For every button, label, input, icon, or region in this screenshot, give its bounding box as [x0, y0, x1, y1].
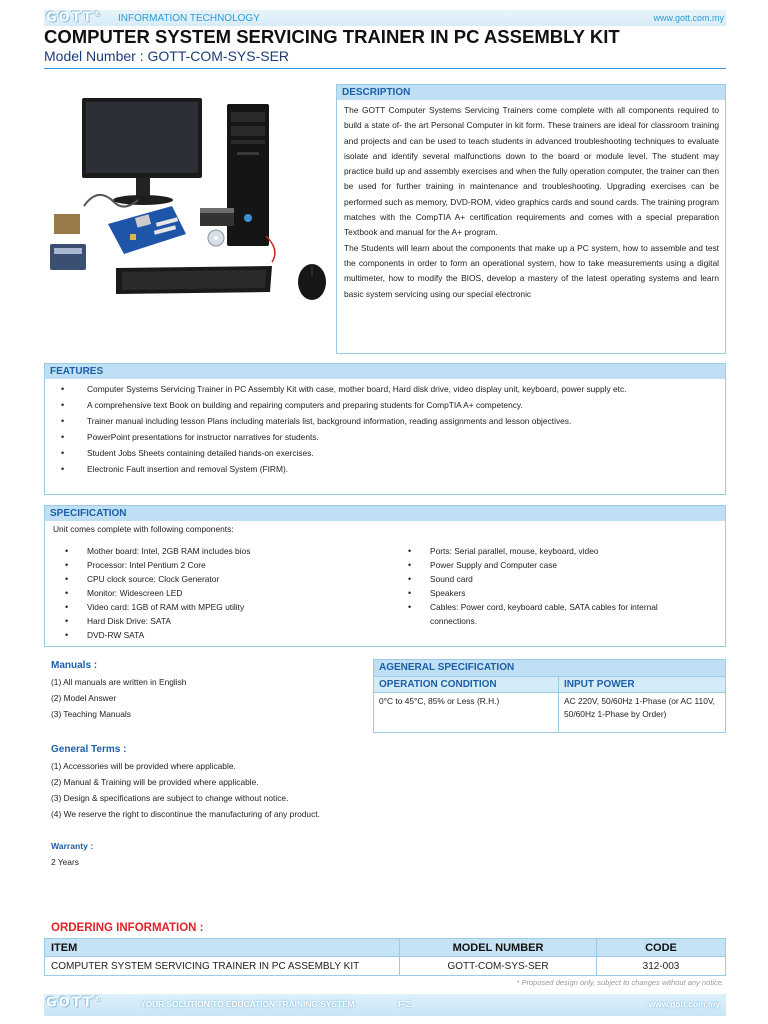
hard-disk-image: [50, 244, 86, 270]
features-heading: FEATURES: [45, 364, 725, 379]
model-number-cell: GOTT-COM-SYS-SER: [400, 957, 597, 976]
spec-item: • Sound card: [406, 572, 706, 586]
specification-intro: Unit comes complete with following components:: [53, 524, 234, 534]
input-power-header: INPUT POWER: [559, 676, 725, 692]
input-power-value: AC 220V, 50/60Hz 1-Phase (or AC 110V, 50/60Hz 1-Phase by Order): [559, 692, 725, 732]
product-photo: [44, 96, 334, 308]
manual-item: (3) Teaching Manuals: [51, 709, 131, 719]
ordering-table: [44, 938, 726, 976]
feature-item: • Trainer manual including lesson Plans including materials list, background information, reading assignments and lesson objectives.: [59, 415, 717, 427]
term-item: (3) Design & specifications are subject to change without notice.: [51, 793, 289, 803]
spec-item: • Monitor: Widescreen LED: [63, 586, 393, 600]
ordering-header-row: [45, 939, 726, 957]
feature-item: • Computer Systems Servicing Trainer in PC Assembly Kit with case, mother board, Hard disk drive, video display unit, keyboard, power supply etc.: [59, 383, 717, 395]
model-number-column-header: MODEL NUMBER: [400, 939, 597, 957]
motherboard-image: [108, 206, 186, 254]
description-body: [337, 100, 725, 302]
description-paragraph: The GOTT Computer Systems Servicing Trainers come complete with all components required to build a state of- the art Personal Computer in kit form. These trainers are ideal for classroom training and projects and can be used to teach students in advanced troubleshooting techniques to evaluate isolate and identify several malfunctions down to the board or module level. The student may practice build up and assembly exercises and when the fully operation computer, the trainer can then be used for further training in maintenance and troubleshooting. Upgrading exercises can be performed such as memory, DVD-ROM, video graphics cards and sound cards. The training program matches with the CompTIA A+ certification requirements and comes with a special preparation Textbook and manual for the A+ program.: [344, 105, 719, 238]
specification-section: [44, 505, 726, 647]
footer-tagline: YOUR SOLUTION TO EDUCATION TRAINING SYSTEM: [140, 999, 355, 1009]
operation-condition-value: 0°C to 45°C, 85% or Less (R.H.): [374, 692, 558, 732]
dvd-drive-image: [200, 208, 234, 226]
spec-list-left: [63, 544, 393, 642]
spec-item: • Mother board: Intel, 2GB RAM includes bios: [63, 544, 393, 558]
term-item: (2) Manual & Training will be provided where applicable.: [51, 777, 259, 787]
code-column-header: CODE: [597, 939, 726, 957]
manual-item: (2) Model Answer: [51, 693, 117, 703]
manuals-list: [51, 674, 186, 722]
feature-item: • Electronic Fault insertion and removal System (FIRM).: [59, 463, 717, 475]
spec-item: • Power Supply and Computer case: [406, 558, 706, 572]
spec-item: • Cables: Power cord, keyboard cable, SATA cables for internal connections.: [406, 600, 706, 628]
term-item: (4) We reserve the right to discontinue the manufacturing of any product.: [51, 809, 320, 819]
manuals-heading: Manuals :: [51, 660, 98, 671]
specification-heading: SPECIFICATION: [45, 506, 725, 521]
ordering-heading: ORDERING INFORMATION :: [51, 922, 204, 934]
spec-item: • Speakers: [406, 586, 706, 600]
monitor-image: [82, 98, 202, 205]
division-label: INFORMATION TECHNOLOGY: [118, 13, 260, 24]
feature-item: • A comprehensive text Book on building and repairing computers and preparing students for CompTIA A+ competency.: [59, 399, 717, 411]
general-terms-list: [51, 758, 320, 822]
model-number: Model Number : GOTT-COM-SYS-SER: [44, 48, 290, 64]
page-number: F-2: [398, 999, 411, 1009]
footer-gott-logo: GOTT®: [46, 995, 101, 1011]
table-row: [45, 957, 726, 976]
spec-item: • CPU clock source: Clock Generator: [63, 572, 393, 586]
feature-item: • PowerPoint presentations for instructor narratives for students.: [59, 431, 717, 443]
header-divider: [44, 68, 726, 69]
item-cell: COMPUTER SYSTEM SERVICING TRAINER IN PC ASSEMBLY KIT: [45, 957, 400, 976]
feature-item: • Student Jobs Sheets containing detailed hands-on exercises.: [59, 447, 717, 459]
footer-url[interactable]: www.gott.com.my: [648, 999, 720, 1009]
spec-item: • Video card: 1GB of RAM with MPEG utility: [63, 600, 393, 614]
spec-item: • Hard Disk Drive: SATA: [63, 614, 393, 628]
gott-logo: GOTT®: [46, 10, 101, 26]
operation-condition-header: OPERATION CONDITION: [374, 676, 558, 692]
term-item: (1) Accessories will be provided where applicable.: [51, 761, 236, 771]
spec-item: • DVD-RW SATA: [63, 628, 393, 642]
general-terms-heading: General Terms :: [51, 744, 127, 755]
power-supply-image: [54, 214, 80, 234]
description-section: [336, 84, 726, 354]
spec-item: • Processor: Intel Pentium 2 Core: [63, 558, 393, 572]
manual-item: (1) All manuals are written in English: [51, 677, 187, 687]
design-note: * Proposed design only, subject to changes without any notice.: [516, 978, 724, 987]
features-list: [45, 379, 725, 475]
spec-list-right: [406, 544, 706, 628]
description-paragraph: The Students will learn about the components that make up a PC system, how to assemble and test the components in order to form an operational system, how to take measurements using a digital multimeter, how to modify the BIOS, develop a mastery of the latest operating systems and learn basic system servicing using our special electronic: [344, 242, 719, 299]
warranty-heading: Warranty :: [51, 841, 94, 851]
page-title: COMPUTER SYSTEM SERVICING TRAINER IN PC ASSEMBLY KIT: [44, 26, 620, 47]
warranty-value: 2 Years: [51, 857, 79, 867]
header-url[interactable]: www.gott.com.my: [653, 13, 724, 23]
keyboard-image: [116, 266, 272, 294]
features-section: [44, 363, 726, 495]
spec-item: • Ports: Serial parallel, mouse, keyboard, video: [406, 544, 706, 558]
item-column-header: ITEM: [45, 939, 400, 957]
general-spec-table: [373, 659, 726, 733]
general-spec-heading: AGENERAL SPECIFICATION: [374, 660, 725, 676]
description-heading: DESCRIPTION: [337, 85, 725, 100]
code-cell: 312-003: [597, 957, 726, 976]
